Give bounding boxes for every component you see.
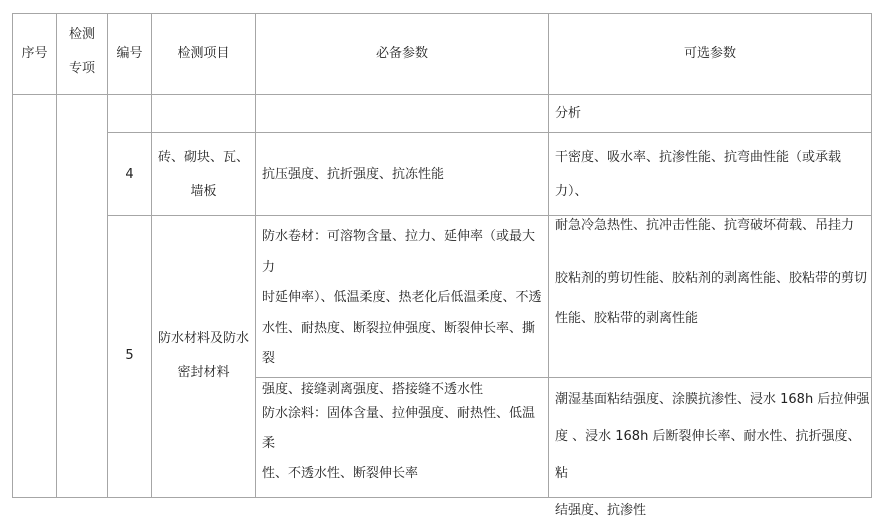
header-item: 检测项目 [177, 46, 230, 61]
header-bottom-border [12, 94, 872, 95]
row2-sub1-required: 防水涂料：固体含量、拉伸强度、耐热性、低温柔 性、不透水性、断裂伸长率 [262, 406, 536, 481]
row1-required: 抗压强度、抗折强度、抗冻性能 [262, 167, 445, 182]
header-code: 编号 [116, 46, 143, 61]
row2-item: 防水材料及防水 密封材料 [157, 331, 249, 380]
header-category: 检测 专项 [68, 27, 95, 76]
row2-sub0-optional: 胶粘剂的剪切性能、胶粘剂的剥离性能、胶粘带的剪切 性能、胶粘带的剥离性能 [555, 271, 868, 326]
col-border-6 [871, 13, 872, 498]
row2-sub1-optional: 潮湿基面粘结强度、涂膜抗渗性、浸水 168h 后拉伸强 度 、浸水 168h 后断裂伸长率、耐水性、抗折强度、粘 结强度、抗渗性 [555, 392, 870, 518]
header-required: 必备参数 [375, 46, 428, 61]
row1-optional: 干密度、吸水率、抗渗性能、抗弯曲性能（或承载力）、 耐急冷急热性、抗冲击性能、抗弯破坏荷载、吊挂力 [555, 150, 855, 233]
col-border-0 [12, 13, 13, 498]
header-seq: 序号 [21, 46, 48, 61]
header-optional: 可选参数 [683, 46, 736, 61]
row2-sub0-required: 防水卷材：可溶物含量、拉力、延伸率（或最大力 时延伸率）、低温柔度、热老化后低温柔度、不透 水性、耐热度、断裂拉伸强度、断裂伸长率、撕裂 强度、接缝剥离强度、搭接缝不透水性 [262, 229, 542, 397]
col-border-2 [107, 13, 108, 498]
row0-optional: 分析 [555, 106, 582, 121]
col-border-4 [255, 13, 256, 498]
table-top-border [12, 13, 872, 14]
row2-code: 5 [125, 348, 134, 363]
col-border-5 [548, 13, 549, 498]
row-divider-1 [107, 132, 872, 133]
row1-code: 4 [125, 167, 134, 182]
row1-item: 砖、砌块、瓦、 墙板 [157, 150, 249, 199]
col-border-3 [151, 13, 152, 498]
